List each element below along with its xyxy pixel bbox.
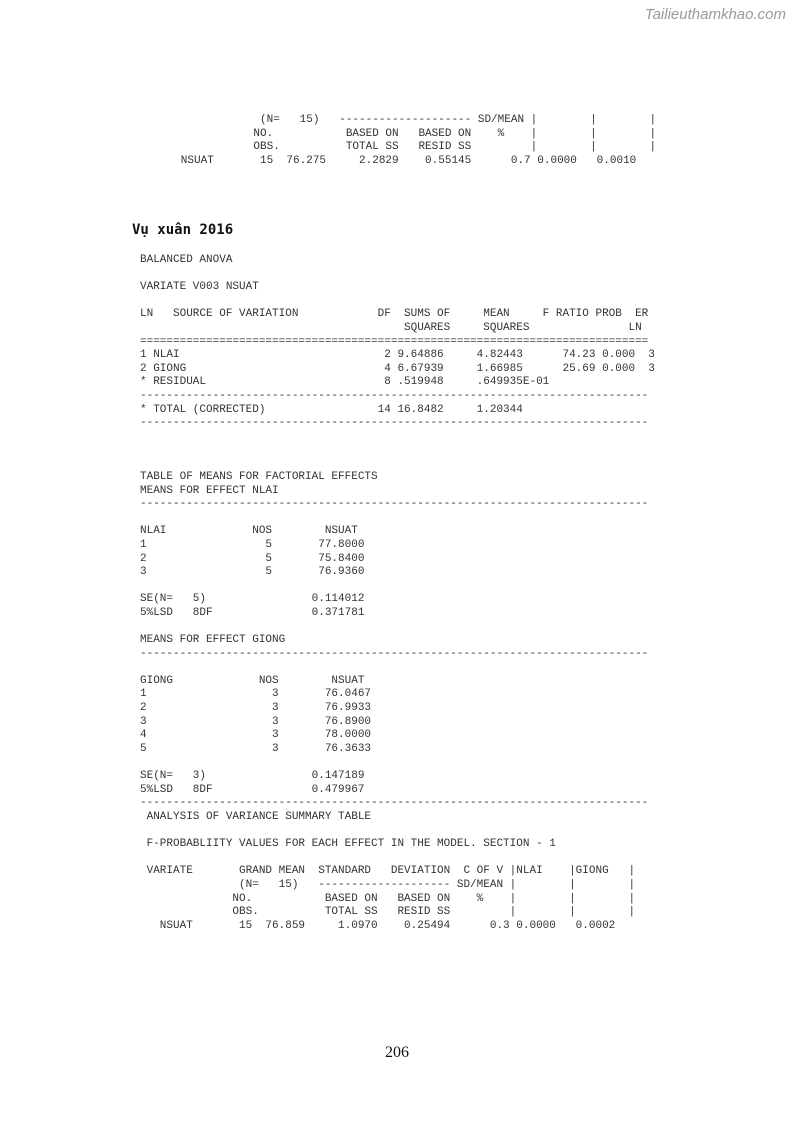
- means-nlai-table: TABLE OF MEANS FOR FACTORIAL EFFECTS MEANS FOR EFFECT NLAI ----------------------------------------------------------------------------- NLAI NOS NSUAT 1 5 77.8000 2 5 75.8400 3 5 76.9360 SE(N= 5) 0.114012 5%LSD 8DF 0.371781: [140, 471, 649, 619]
- section-heading: Vụ xuân 2016: [132, 222, 234, 238]
- page-number: 206: [385, 1044, 409, 1061]
- variance-summary-table: ANALYSIS OF VARIANCE SUMMARY TABLE F-PROBABLIITY VALUES FOR EACH EFFECT IN THE MODEL. SECTION - 1 VARIATE GRAND MEAN STANDARD DEVIATION C OF V |NLAI |GIONG | (N= 15) -------------------- SD/MEAN | | | NO. BASED ON BASED ON % | | | OBS. TOTAL SS RESID SS | | | NSUAT 15 76.859 1.0970 0.25494 0.3 0.0000 0.0002: [146, 811, 636, 932]
- anova-table: BALANCED ANOVA VARIATE V003 NSUAT LN SOURCE OF VARIATION DF SUMS OF MEAN F RATIO PROB ER SQUARES SQUARES LN ============================================================================= 1 NLAI 2 9.64886 4.82443 74.23 0.000 3 2 GIONG 4 6.67939 1.66985 25.69 0.000 3 * RESIDUAL 8 .519948 .649935E-01 ----------------------------------------------------------------------------- * TOTAL (CORRECTED) 14 16.8482 1.20344 -----------------------------------------------------------------------------: [140, 254, 655, 430]
- watermark: Tailieuthamkhao.com: [644, 6, 786, 23]
- means-giong-table: MEANS FOR EFFECT GIONG ----------------------------------------------------------------------------- GIONG NOS NSUAT 1 3 76.0467 2 3 76.9933 3 3 76.8900 4 3 78.0000 5 3 76.3633 SE(N= 3) 0.147189 5%LSD 8DF 0.479967 -----------------------------------------------------------------------------: [140, 634, 649, 810]
- top-summary-block: (N= 15) -------------------- SD/MEAN | | | NO. BASED ON BASED ON % | | | OBS. TOTAL SS RESID SS | | | NSUAT 15 76.275 2.2829 0.55145 0.7 0.0000 0.0010: [180, 114, 657, 167]
